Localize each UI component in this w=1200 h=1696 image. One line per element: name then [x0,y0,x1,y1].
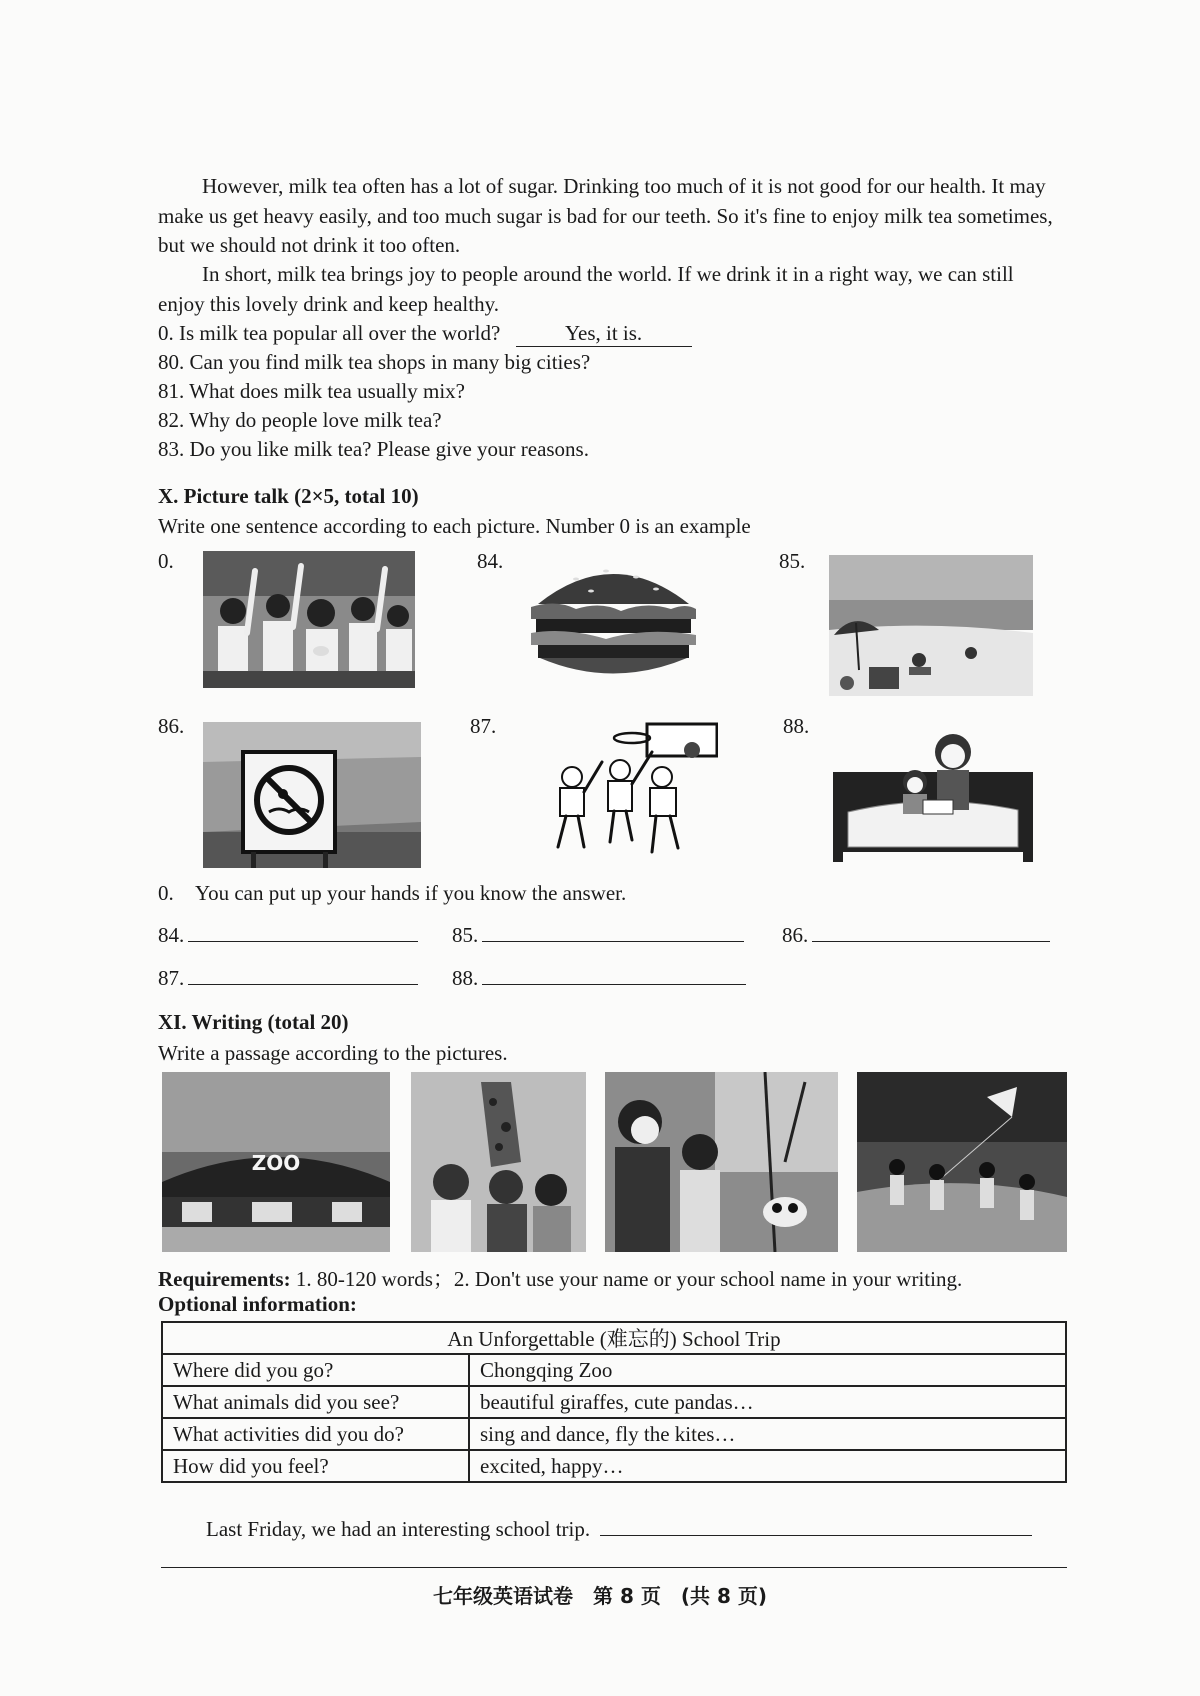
question-0-answer: Yes, it is. [516,321,692,347]
table-row [162,1354,1066,1386]
section-11-heading: XI. Writing (total 20) [158,1010,349,1034]
beach-picture [829,555,1033,696]
table-question-cell: How did you feel? [162,1450,469,1482]
answer-blank-86 [782,923,1050,948]
pic-label-85: 85. [779,549,806,573]
answer-blank-label: 88. [452,966,479,990]
question-83: 83. Do you like milk tea? Please give your reasons. [158,437,589,461]
writing-starter-line [206,1517,1032,1542]
writing-starter: Last Friday, we had an interesting school trip. [206,1517,591,1541]
table-answer-cell: Chongqing Zoo [469,1354,1066,1386]
optional-information-label: Optional information: [158,1292,357,1316]
example-number: 0. [158,881,174,905]
passage-paragraph-2: In short, milk tea brings joy to people around the world. If we drink it in a right way, we can still enjoy this lovely drink and keep healthy. [158,262,1014,316]
answer-blank-label: 87. [158,966,185,990]
giraffe-selfie-picture [411,1072,586,1252]
kite-flying-picture [857,1072,1067,1252]
question-80: 80. Can you find milk tea shops in many big cities? [158,350,591,374]
example-line [158,881,626,906]
requirements-text: 1. 80-120 words；2. Don't use your name or your school name in your writing. [290,1267,963,1291]
section-11-instruction: Write a passage according to the pictures. [158,1041,508,1065]
panda-viewing-picture [605,1072,838,1252]
requirements-label: Requirements: [158,1267,291,1291]
example-sentence: You can put up your hands if you know the answer. [195,881,627,905]
table-answer-cell: excited, happy… [469,1450,1066,1482]
no-swimming-sign-picture [203,722,421,868]
question-0-text: 0. Is milk tea popular all over the world? [158,321,501,345]
table-question-cell: Where did you go? [162,1354,469,1386]
question-82: 82. Why do people love milk tea? [158,408,442,432]
table-row [162,1450,1066,1482]
pic-label-86: 86. [158,714,185,738]
passage-paragraph-1: However, milk tea often has a lot of sugar. Drinking too much of it is not good for our health. It may make us get heavy easily, and too much sugar is bad for our teeth. So it's fine to enjoy milk tea sometimes, but we should not drink it too often. [158,174,1053,257]
mother-reading-in-bed-picture [833,722,1033,862]
answer-blank-85 [452,923,744,948]
answer-line[interactable] [812,923,1050,942]
table-answer-cell: beautiful giraffes, cute pandas… [469,1386,1066,1418]
requirements-line [158,1263,962,1293]
answer-line[interactable] [482,966,746,985]
table-title: An Unforgettable (难忘的) School Trip [162,1322,1066,1354]
answer-blank-label: 84. [158,923,185,947]
answer-line[interactable] [188,923,418,942]
question-0 [158,321,692,347]
table-question-cell: What animals did you see? [162,1386,469,1418]
section-10-instruction: Write one sentence according to each picture. Number 0 is an example [158,514,751,538]
kids-playing-basketball-picture [522,722,718,862]
zoo-sign-text: ZOO [251,1151,301,1175]
table-answer-cell: sing and dance, fly the kites… [469,1418,1066,1450]
pic-label-88: 88. [783,714,810,738]
pic-label-0: 0. [158,549,174,573]
answer-blank-label: 86. [782,923,809,947]
hamburger-picture [526,549,701,686]
table-question-cell: What activities did you do? [162,1418,469,1450]
section-10-heading: X. Picture talk (2×5, total 10) [158,484,419,508]
question-81: 81. What does milk tea usually mix? [158,379,465,403]
writing-answer-line[interactable] [161,1567,1067,1568]
pic-label-84: 84. [477,549,504,573]
answer-line[interactable] [482,923,744,942]
classroom-hands-up-picture [203,551,415,688]
page-footer: 七年级英语试卷 第 8 页 (共 8 页) [433,1584,767,1608]
pic-label-87: 87. [470,714,497,738]
table-row [162,1386,1066,1418]
answer-blank-87 [158,966,418,991]
answer-blank-label: 85. [452,923,479,947]
writing-answer-line[interactable] [600,1517,1032,1536]
optional-information-table [161,1321,1067,1483]
answer-line[interactable] [188,966,418,985]
table-row [162,1418,1066,1450]
answer-blank-88 [452,966,746,991]
answer-blank-84 [158,923,418,948]
zoo-gate-picture [162,1072,390,1252]
